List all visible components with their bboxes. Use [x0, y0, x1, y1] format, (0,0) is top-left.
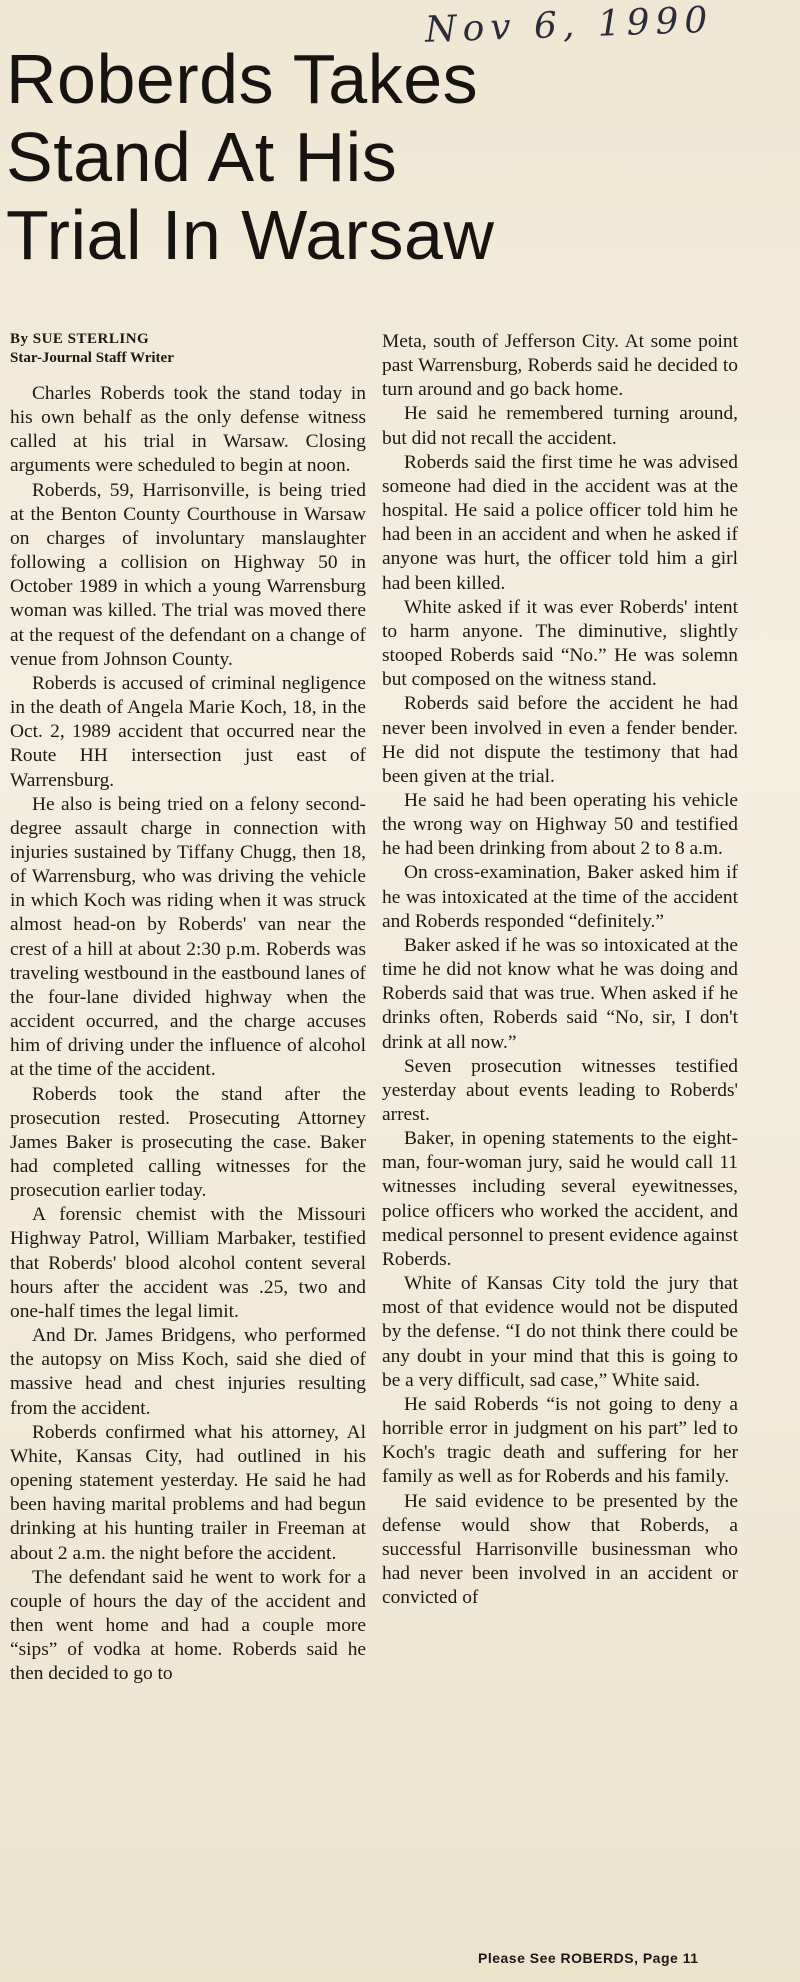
handwritten-date: Nov 6, 1990 [424, 0, 715, 51]
article-paragraph: He said he remembered turning around, but did not recall the accident. [382, 403, 738, 449]
headline-line-2: Stand At His [6, 118, 398, 196]
article-paragraph: White of Kansas City told the jury that most of that evidence would not be disputed by the defense. “I do not think there could be any doubt in your mind that this is going to be a very difficult, sad case,” White said. [382, 1273, 738, 1391]
article-paragraph: He said Roberds “is not going to deny a horrible error in judgment on his part” led to Koch's tragic death and suffering for her family as well as for Roberds and his family. [382, 1393, 738, 1488]
article-paragraph: Baker asked if he was so intoxicated at the time he did not know what he was doing and Roberds said that was true. When asked if he drinks often, Roberds said “No, sir, I don't drink at all now.” [382, 934, 738, 1053]
article-paragraph: And Dr. James Bridgens, who performed the autopsy on Miss Koch, said she died of massive head and chest injuries resulting from the accident. [10, 1325, 366, 1419]
article-paragraph: A forensic chemist with the Missouri Highway Patrol, William Marbaker, testified that Roberds' blood alcohol content several hours after the accident was .25, two and one-half times the legal limit. [10, 1204, 366, 1322]
article-column-left [10, 330, 366, 1686]
article-paragraph: Roberds said before the accident he had never been involved in even a fender bender. He did not dispute the testimony that had been given at the trial. [382, 693, 738, 787]
byline [10, 330, 366, 368]
byline-author: By SUE STERLING [10, 331, 150, 347]
article-paragraph: Roberds confirmed what his attorney, Al White, Kansas City, had outlined in his opening statement yesterday. He said he had been having marital problems and had begun drinking at his hunting trailer in Freeman at about 2 a.m. the night before the accident. [10, 1421, 366, 1564]
article-column-right [382, 330, 738, 1610]
article-paragraph: Seven prosecution witnesses testified yesterday about events leading to Roberds' arrest. [382, 1055, 738, 1125]
article-paragraph: He said evidence to be presented by the defense would show that Roberds, a successful Harrisonville businessman who had never been involved in an accident or convicted of [382, 1490, 738, 1609]
article-paragraph: Baker, in opening statements to the eight-man, four-woman jury, said he would call 11 witnesses including several eyewitnesses, police officers who worked the accident, and medical personnel to present evidence against Roberds. [382, 1128, 738, 1270]
article-paragraph: The defendant said he went to work for a couple of hours the day of the accident and then went home and had a couple more “sips” of vodka at home. Roberds said he then decided to go to [10, 1566, 366, 1685]
article-paragraph: On cross-examination, Baker asked him if he was intoxicated at the time of the accident and Roberds responded “definitely.” [382, 862, 738, 932]
article-paragraph: He said he had been operating his vehicle the wrong way on Highway 50 and testified he had been drinking from about 2 to 8 a.m. [382, 789, 738, 860]
article-paragraph: Charles Roberds took the stand today in his own behalf as the only defense witness called at his trial in Warsaw. Closing arguments were scheduled to begin at noon. [10, 383, 366, 477]
byline-title: Star-Journal Staff Writer [10, 350, 174, 366]
continuation-note: Please See ROBERDS, Page 11 [478, 1950, 699, 1966]
article-paragraph: White asked if it was ever Roberds' intent to harm anyone. The diminutive, slightly stooped Roberds said “No.” He was solemn but composed on the witness stand. [382, 596, 738, 691]
article-paragraph: Roberds, 59, Harrisonville, is being tried at the Benton County Courthouse in Warsaw on charges of involuntary manslaughter following a collision on Highway 50 in October 1989 in which a young Warrensburg woman was killed. The trial was moved there at the request of the defendant on a change of venue from Johnson County. [10, 479, 366, 670]
article-paragraph: He also is being tried on a felony second-degree assault charge in connection with injuries sustained by Tiffany Chugg, then 18, of Warrensburg, who was driving the vehicle in which Koch was riding when it was struck almost head-on by Roberds' van near the crest of a hill at about 2:30 p.m. Roberds was traveling westbound in the eastbound lanes of the four-lane divided highway when the accident occurred, and the charge accuses him of driving under the influence of alcohol at the time of the accident. [10, 793, 366, 1081]
article-paragraph-continued: Meta, south of Jefferson City. At some point past Warrensburg, Roberds said he decided to turn around and go back home. [382, 331, 738, 401]
headline-line-3: Trial In Warsaw [6, 196, 495, 274]
article-paragraph: Roberds is accused of criminal negligence in the death of Angela Marie Koch, 18, in the Oct. 2, 1989 accident that occurred near the Route HH intersection just east of Warrensburg. [10, 672, 366, 791]
article-paragraph: Roberds said the first time he was advised someone had died in the accident was at the hospital. He said a police officer told him he had been in an accident and when he asked if anyone was hurt, the officer told him a girl had been killed. [382, 451, 738, 594]
headline-line-1: Roberds Takes [6, 40, 479, 118]
article-paragraph: Roberds took the stand after the prosecution rested. Prosecuting Attorney James Baker is prosecuting the case. Baker had completed calling witnesses for the prosecution earlier today. [10, 1083, 366, 1202]
headline [6, 40, 706, 274]
